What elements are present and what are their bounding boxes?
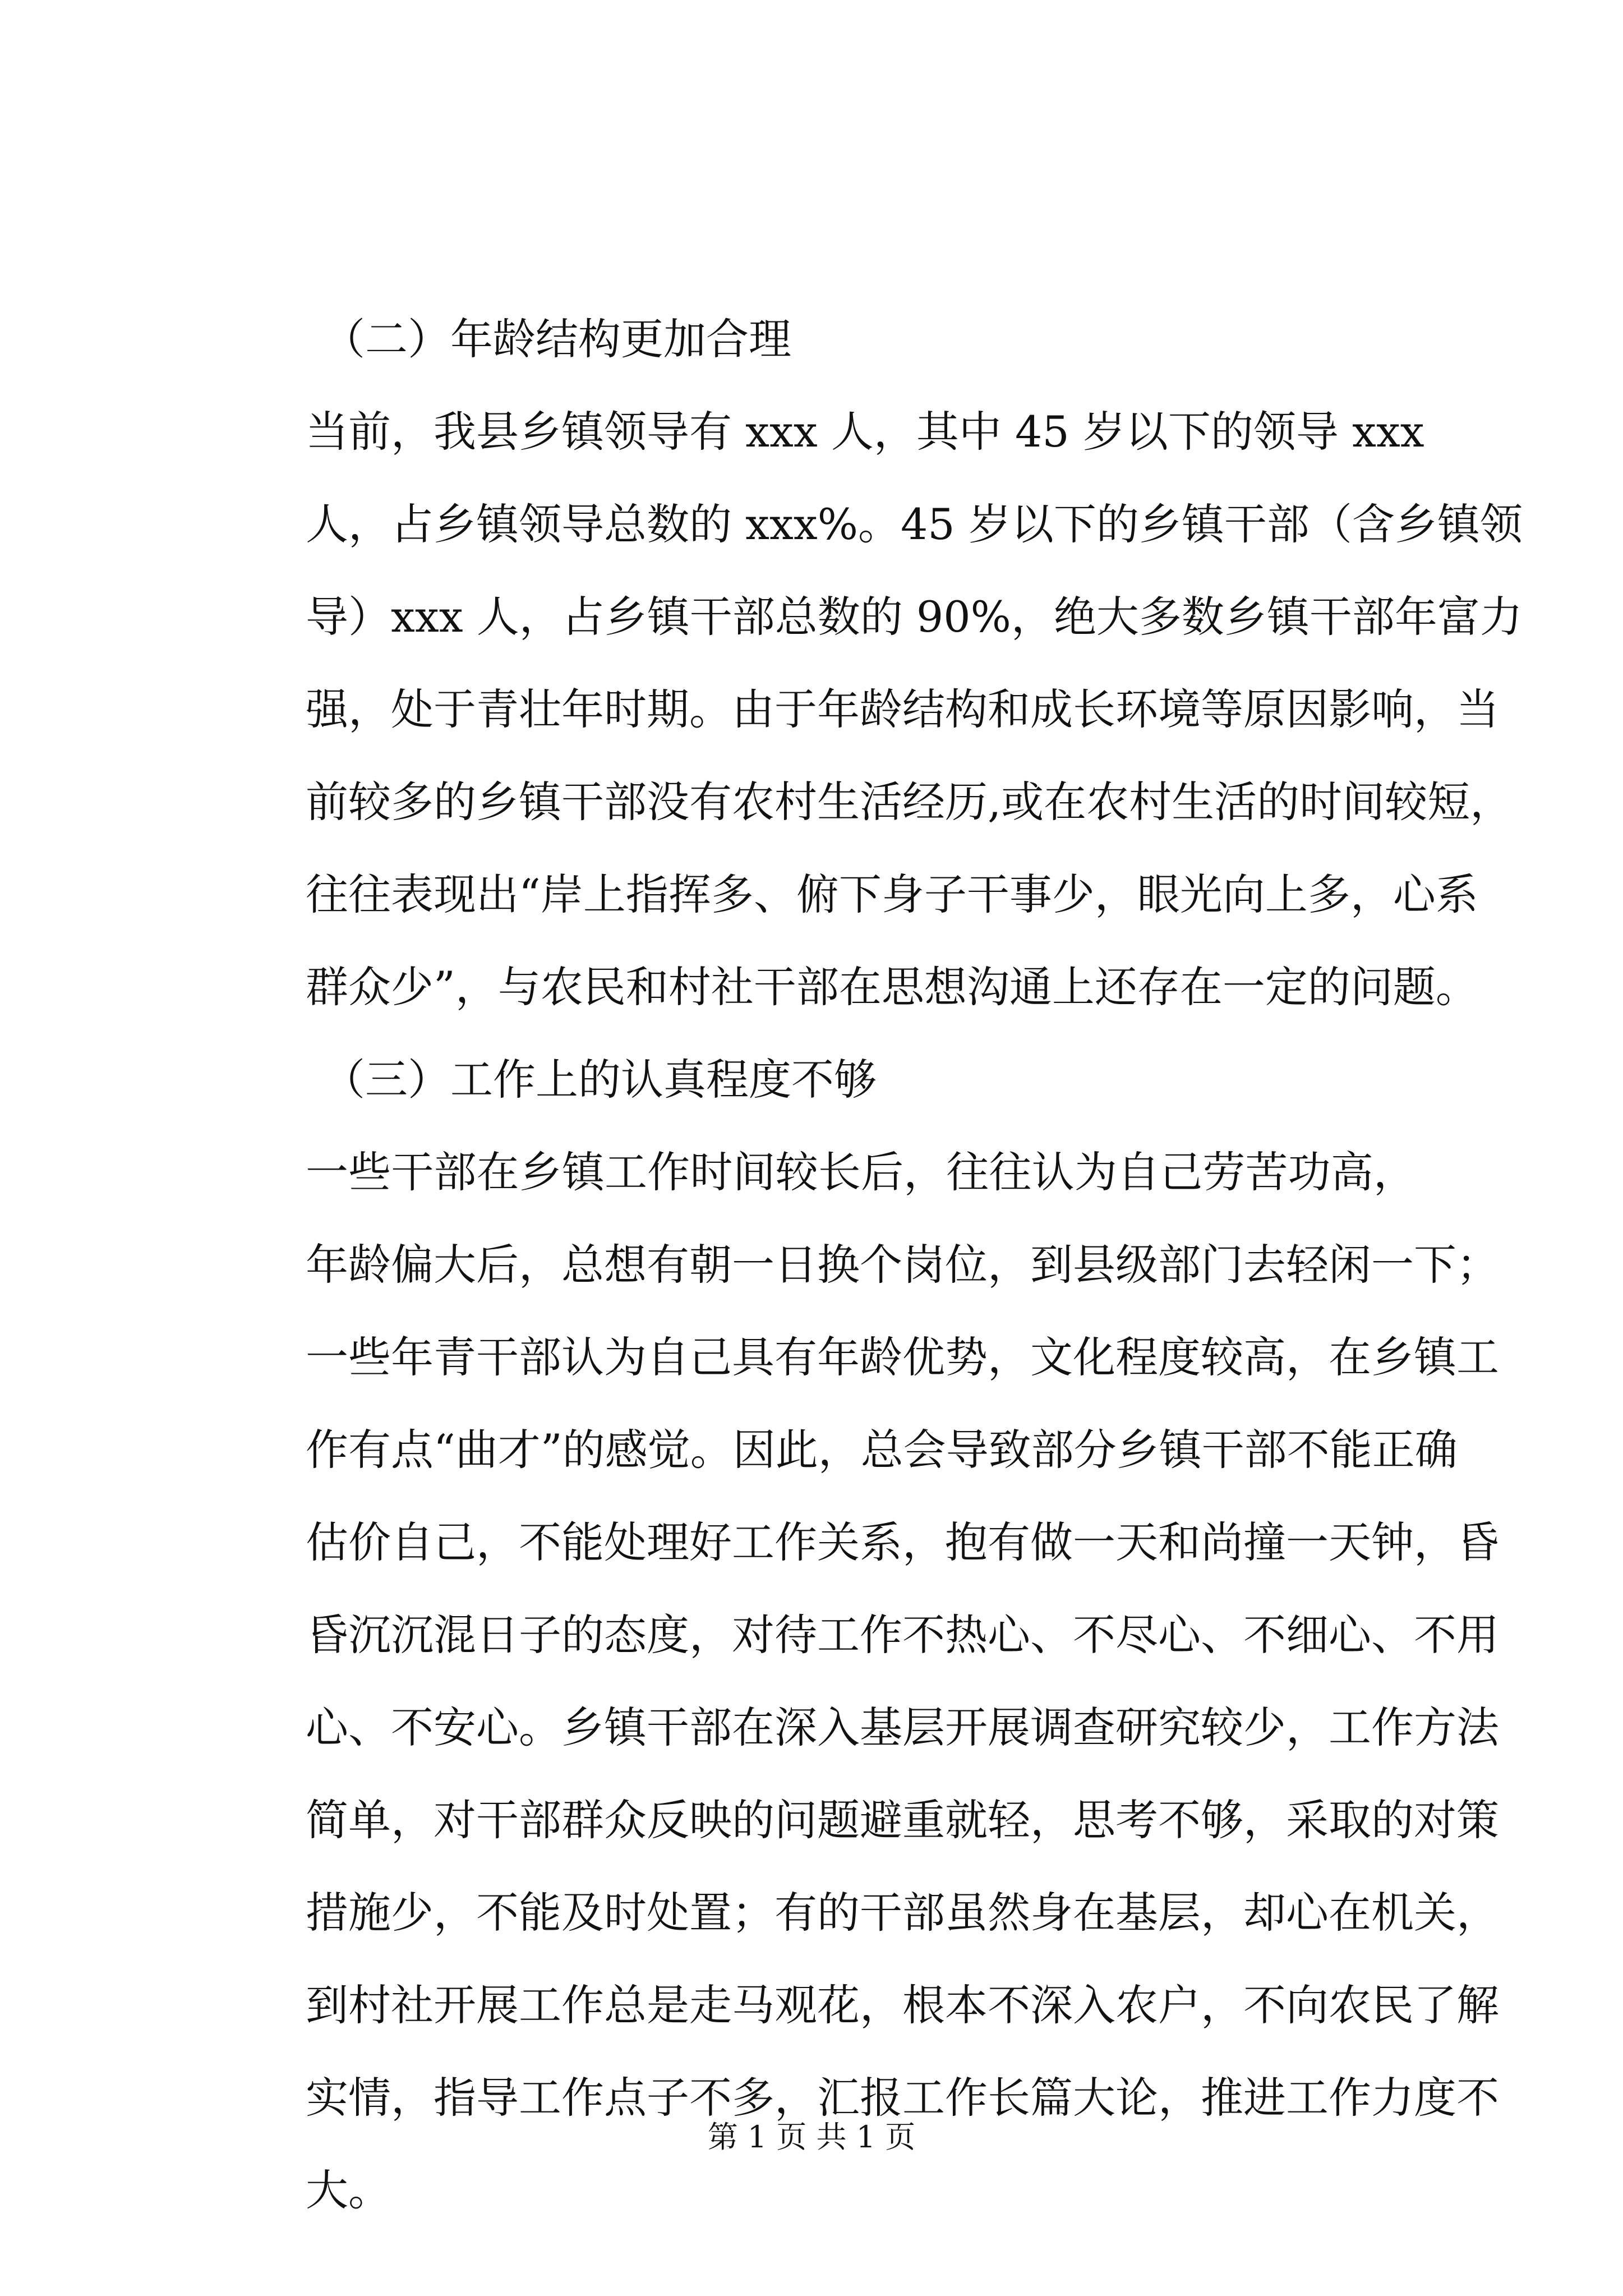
text-line: 大。 xyxy=(306,2165,391,2215)
text-line: 估价自己，不能处理好工作关系，抱有做一天和尚撞一天钟，昏 xyxy=(306,1517,1499,1567)
page-footer: 第 1 页 共 1 页 xyxy=(707,2119,916,2155)
text-line: 导）xxx 人，占乡镇干部总数的 90%，绝大多数乡镇干部年富力 xyxy=(306,592,1523,642)
text-line: 措施少，不能及时处置；有的干部虽然身在基层，却心在机关， xyxy=(306,1888,1499,1938)
text-line: 前较多的乡镇干部没有农村生活经历,或在农村生活的时间较短， xyxy=(306,777,1513,827)
text-line: 群众少”，与农民和村社干部在思想沟通上还存在一定的问题。 xyxy=(306,962,1478,1012)
text-line: 当前，我县乡镇领导有 xxx 人，其中 45 岁以下的领导 xxx xyxy=(306,407,1424,457)
text-line: 一些年青干部认为自己具有年龄优势，文化程度较高，在乡镇工 xyxy=(306,1332,1499,1382)
document-body xyxy=(306,293,1523,2237)
text-line: 简单，对干部群众反映的问题避重就轻，思考不够，采取的对策 xyxy=(306,1795,1499,1845)
section-heading-age-structure: （二）年龄结构更加合理 xyxy=(322,314,791,364)
text-line: 年龄偏大后，总想有朝一日换个岗位，到县级部门去轻闲一下； xyxy=(306,1240,1499,1290)
text-line: 作有点“曲才”的感觉。因此，总会导致部分乡镇干部不能正确 xyxy=(306,1425,1458,1475)
text-line: 心、不安心。乡镇干部在深入基层开展调查研究较少，工作方法 xyxy=(306,1703,1499,1752)
text-line: 往往表现出“岸上指挥多、俯下身子干事少，眼光向上多，心系 xyxy=(306,869,1478,919)
text-line: 实情，指导工作点子不多，汇报工作长篇大论，推进工作力度不 xyxy=(306,2073,1499,2123)
text-line: 强，处于青壮年时期。由于年龄结构和成长环境等原因影响，当 xyxy=(306,684,1499,734)
paragraph-age-structure xyxy=(306,385,1523,1033)
section-heading-work-attitude: （三）工作上的认真程度不够 xyxy=(322,1055,877,1105)
text-line: 一些干部在乡镇工作时间较长后，往往认为自己劳苦功高， xyxy=(306,1147,1416,1197)
text-line: 到村社开展工作总是走马观花，根本不深入农户，不向农民了解 xyxy=(306,1980,1499,2030)
text-line: 人，占乡镇领导总数的 xxx%。45 岁以下的乡镇干部（含乡镇领 xyxy=(306,499,1523,549)
paragraph-work-attitude xyxy=(306,1126,1499,2237)
text-line: 昏沉沉混日子的态度，对待工作不热心、不尽心、不细心、不用 xyxy=(306,1610,1499,1660)
